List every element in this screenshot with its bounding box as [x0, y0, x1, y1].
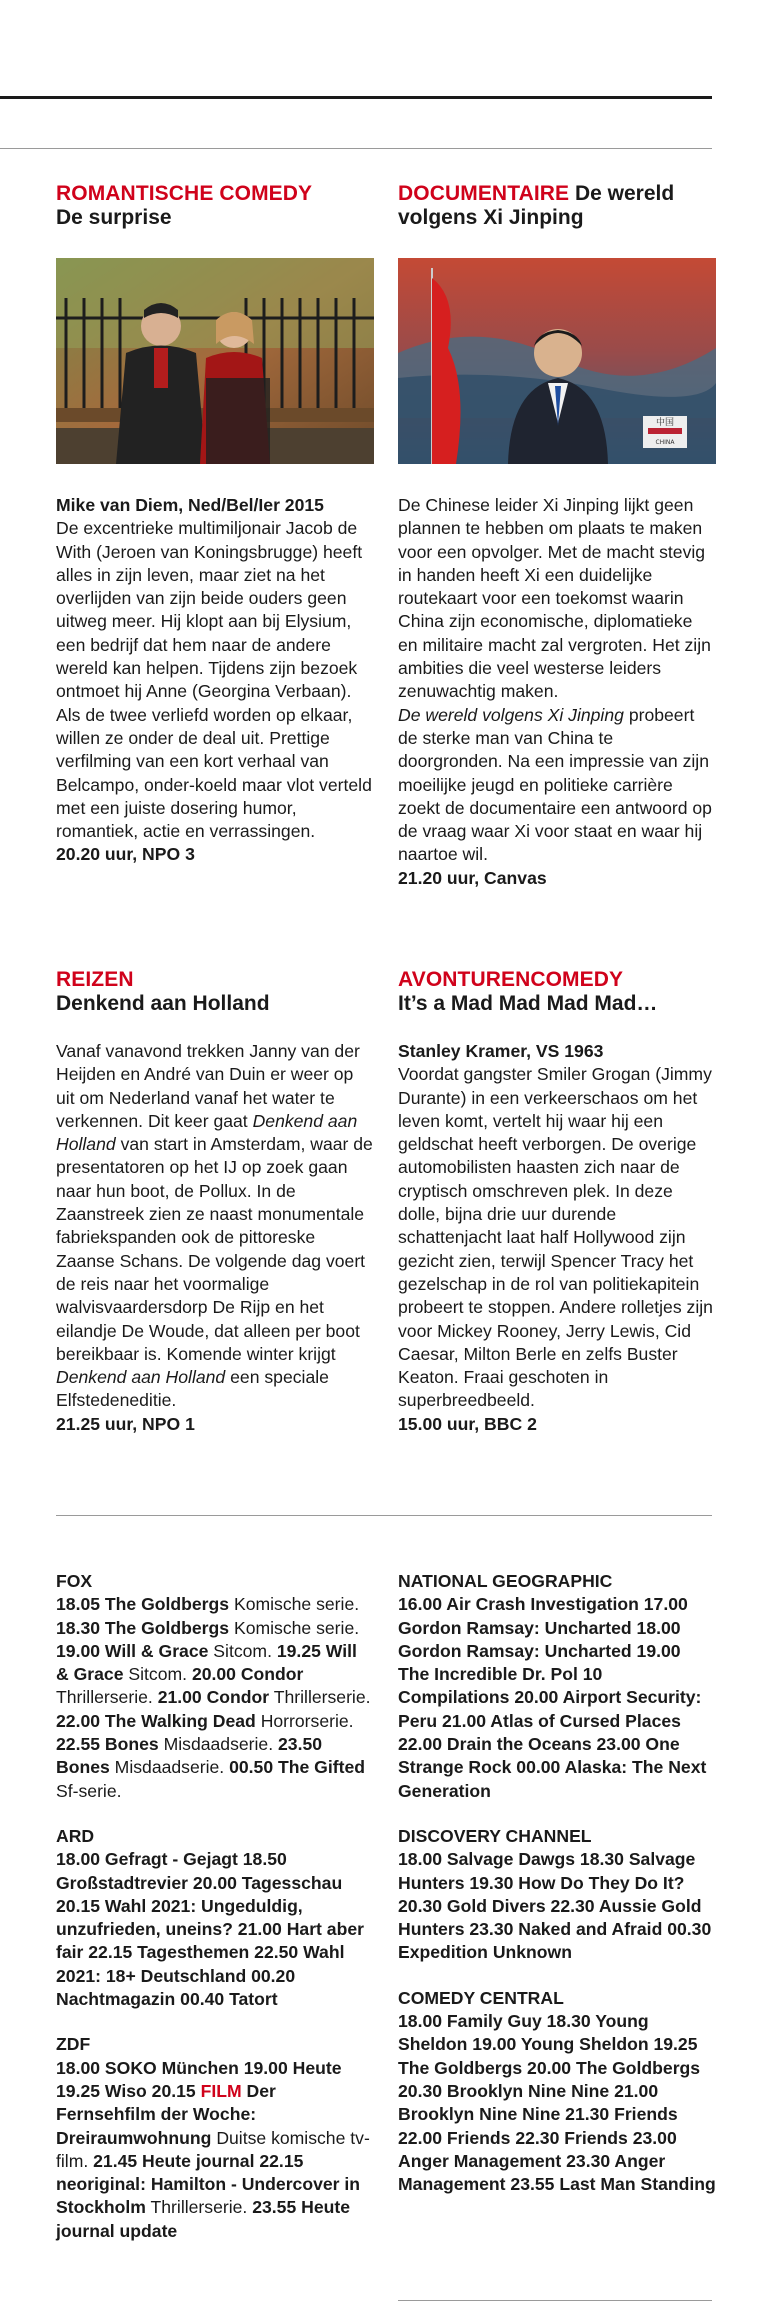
article-mad-mad-world [398, 968, 716, 1436]
channel-name: ARD [56, 1825, 95, 1846]
sign-chinese-text: 中国 [655, 418, 675, 428]
photo-xi-jinping-speech [398, 258, 716, 464]
broadcast-time: 20.20 uur, NPO 3 [56, 844, 195, 865]
program-desc: Duitse komische tv-film. [56, 2127, 370, 2171]
program-title: 18.05 The Goldbergs [56, 1594, 230, 1615]
article-de-surprise [56, 182, 374, 230]
broadcast-time: 21.20 uur, Canvas [398, 867, 547, 888]
article-title: De surprise [56, 206, 172, 229]
program-title: 19.25 Will & Grace [56, 1640, 357, 1685]
article-text-part1: Vanaf vanavond trekken Janny van der Heijden en André van Duin er weer op uit om Nederland vanaf het water te verkennen. Dit keer gaat [56, 1041, 360, 1131]
program-schedule: 18.00 Gefragt - Gejagt 18.50 Großstadtrevier 20.00 Tagesschau 20.15 Wahl 2021: Ungeduldig, unzufrieden, uneins? 21.00 Hart aber fair 22.15 Tagesthemen 22.50 Wahl 2021: 18+ Deutschland 00.20 Nachtmagazin 00.40 Tatort [56, 1849, 364, 2010]
program-desc: Sf-serie. [56, 1780, 122, 1801]
channel-ard [56, 1825, 374, 2011]
listings-right-column [398, 1570, 716, 2196]
channel-zdf [56, 2033, 374, 2243]
article-title: De wereld volgens Xi Jinping [398, 182, 675, 229]
bottom-rule [398, 2300, 712, 2301]
article-text-part2: probeert de sterke man van China te doorgronden. Na een impressie van zijn moeilijke jeugd en politieke carrière zoekt de documentaire een antwoord op de vraag waar Xi voor staat en waar hij naartoe wil. [398, 704, 712, 865]
program-desc: Thrillerserie. [56, 1687, 153, 1708]
channel-name: DISCOVERY CHANNEL [398, 1825, 592, 1846]
channel-comedy-central [398, 1987, 716, 2197]
article-text-part1: De Chinese leider Xi Jinping lijkt geen plannen te hebben om plaats te maken voor een opvolger. Met de macht stevig in handen heeft Xi een duidelijke routekaart voor een toekomst waarin China zijn economische, diplomatieke en militaire macht zal vergroten. Het zijn ambities die veel westerse leiders zenuwachtig maken. [398, 495, 711, 702]
program-title: 21.00 Condor [157, 1687, 270, 1708]
article-body-xi-jinping [398, 494, 716, 890]
program-schedule: 18.00 Salvage Dawgs 18.30 Salvage Hunters 19.30 How Do They Do It? 20.30 Gold Divers 22.30 Aussie Gold Hunters 23.30 Naked and Afraid 00.30 Expedition Unknown [398, 1849, 712, 1963]
genre-label: ROMANTISCHE COMEDY [56, 182, 313, 205]
article-text: Voordat gangster Smiler Grogan (Jimmy Durante) in een verkeerschaos om het leven komt, vertelt hij waar hij een geldschat heeft verborgen. De overige automobilisten haasten zich naar de cryptisch omschreven plek. In deze dolle, bijna drie uur durende schattenjacht laat half Hollywood zijn gezicht zien, terwijl Spencer Tracy het gezelschap in de rol van politiekapitein probeert te stoppen. Andere rolletjes zijn voor Mickey Rooney, Jerry Lewis, Cid Caesar, Milton Berle en zelfs Buster Keaton. Fraai geschoten in superbreedbeeld. [398, 1064, 713, 1411]
channel-national-geographic [398, 1570, 716, 1803]
article-text-part2: van start in Amsterdam, waar de presentatoren op het IJ op zoek gaan naar hun boot, de Pollux. In de Zaanstreek zien ze naast monumentale fabriekspanden ook de pittoreske Zaanse Schans. De volgende dag voert de reis naar het voormalige walvisvaardersdorp De Rijp en het eilandje De Woude, dat alleen per boot bereikbaar is. Komende winter krijgt [56, 1134, 373, 1364]
article-text-italic-title-2: Denkend aan Holland [56, 1367, 226, 1388]
listings-divider [56, 1515, 712, 1516]
program-schedule: 16.00 Air Crash Investigation 17.00 Gordon Ramsay: Uncharted 18.00 Gordon Ramsay: Uncharted 19.00 The Incredible Dr. Pol 10 Compilations 20.00 Airport Security: Peru 21.00 Atlas of Cursed Places 22.00 Drain the Oceans 23.00 One Strange Rock 00.00 Alaska: The Next Generation [398, 1594, 707, 1801]
section-divider [0, 148, 712, 149]
channel-discovery [398, 1825, 716, 1965]
article-title: It’s a Mad Mad Mad Mad… [398, 992, 658, 1015]
program-title: 18.30 The Goldbergs [56, 1617, 230, 1638]
program-title: 22.55 Bones [56, 1734, 159, 1755]
channel-name: ZDF [56, 2034, 91, 2055]
article-title: Denkend aan Holland [56, 992, 270, 1015]
program-title: 23.50 Bones [56, 1734, 323, 1778]
genre-label: DOCUMENTAIRE [398, 182, 570, 205]
article-text-italic-title: De wereld volgens Xi Jinping [398, 704, 624, 725]
article-text: De excentrieke multimiljonair Jacob de With (Jeroen van Koningsbrugge) heeft alles in zijn leven, maar ziet na het overlijden van zijn beide ouders geen uitweg meer. Hij klopt aan bij Elysium, een bedrijf dat hem naar de andere wereld kan helpen. Tijdens zijn bezoek ontmoet hij Anne (Georgina Verbaan). Als de twee verliefd worden op elkaar, willen ze onder de deal uit. Prettige verfilming van een kort verhaal van Belcampo, onder-koeld maar vlot verteld met een juiste dosering humor, romantiek, actie en verrassingen. [56, 518, 372, 842]
film-label: FILM [200, 2080, 242, 2101]
film-credits: Stanley Kramer, VS 1963 [398, 1041, 604, 1061]
program-title: 19.00 Will & Grace [56, 1640, 209, 1661]
program-title: 20.00 Condor [191, 1664, 304, 1685]
program-desc: Komische serie. [233, 1617, 360, 1638]
channel-name: NATIONAL GEOGRAPHIC [398, 1571, 613, 1591]
article-body-de-surprise [56, 494, 374, 867]
program-desc: Misdaadserie. [114, 1757, 225, 1778]
article-text-part3: een speciale Elfstedeneditie. [56, 1367, 329, 1411]
channel-name: COMEDY CENTRAL [398, 1987, 564, 2008]
channel-name: FOX [56, 1571, 93, 1591]
program-desc: Thrillerserie. [273, 1687, 371, 1708]
program-schedule: 18.00 Family Guy 18.30 Young Sheldon 19.00 Young Sheldon 19.25 The Goldbergs 20.00 The Goldbergs 20.30 Brooklyn Nine Nine 21.00 Brooklyn Nine Nine 21.30 Friends 22.00 Friends 22.30 Friends 23.00 Anger Management 23.30 Anger Management 23.55 Last Man Standing [398, 2011, 716, 2195]
article-xi-jinping [398, 182, 716, 230]
article-heading [398, 182, 716, 230]
program-desc: Komische serie. [233, 1594, 360, 1615]
program-schedule: 18.00 SOKO München 19.00 Heute 19.25 Wiso 20.15 [56, 2057, 342, 2101]
program-desc: Sitcom. [128, 1664, 188, 1685]
program-schedule: 23.55 Heute journal update [56, 2197, 350, 2241]
article-denkend-aan-holland [56, 968, 374, 1436]
broadcast-time: 15.00 uur, BBC 2 [398, 1413, 537, 1434]
program-schedule: 21.45 Heute journal 22.15 neoriginal: Hamilton - Undercover in Stockholm [56, 2150, 361, 2218]
program-desc: Misdaadserie. [163, 1734, 274, 1755]
program-desc: Sitcom. [213, 1640, 272, 1661]
program-title: 22.00 The Walking Dead [56, 1710, 256, 1731]
program-desc: Horrorserie. [260, 1710, 354, 1731]
program-title: Der Fernsehfilm der Woche: Dreiraumwohnung [56, 2080, 276, 2148]
genre-label: AVONTURENCOMEDY [398, 968, 624, 991]
sign-english-text: CHINA [655, 439, 675, 446]
top-rule [0, 96, 712, 99]
channel-fox [56, 1570, 374, 1803]
genre-label: REIZEN [56, 968, 134, 991]
photo-couple-on-bench [56, 258, 374, 464]
broadcast-time: 21.25 uur, NPO 1 [56, 1413, 195, 1434]
program-desc: Thrillerserie. [150, 2197, 248, 2218]
listings-left-column [56, 1570, 374, 2243]
program-title: 00.50 The Gifted [229, 1757, 365, 1778]
article-text-italic-title: Denkend aan Holland [56, 1110, 358, 1155]
film-credits: Mike van Diem, Ned/Bel/Ier 2015 [56, 495, 324, 515]
